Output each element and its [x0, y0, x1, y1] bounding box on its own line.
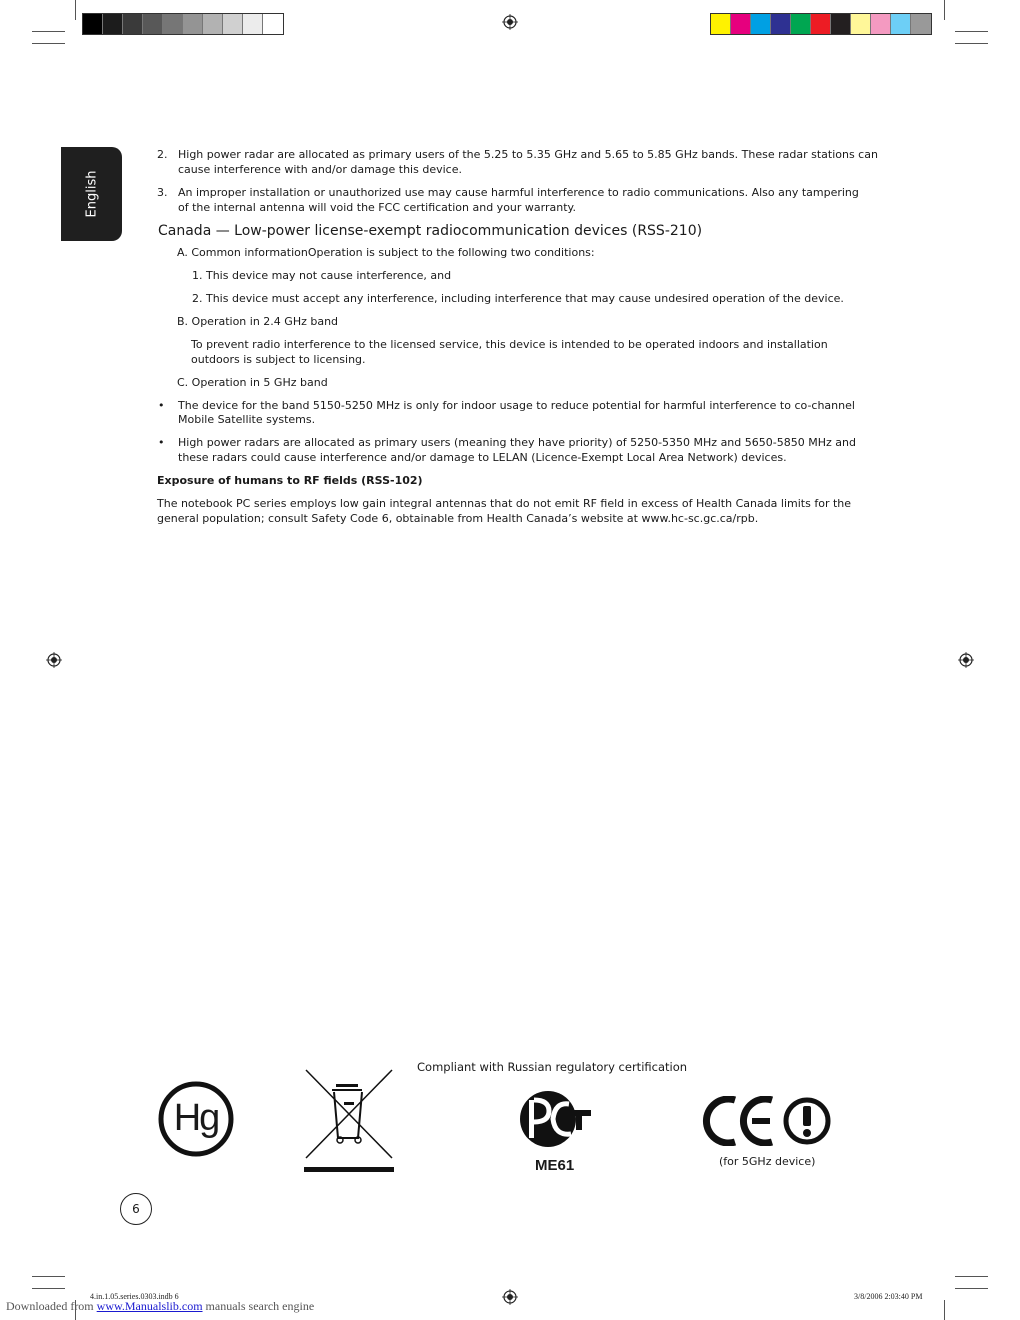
rosstest-code: ME61 — [535, 1157, 575, 1174]
manualslib-link[interactable]: www.Manualslib.com — [96, 1299, 203, 1313]
crop-mark — [32, 31, 65, 32]
color-swatch — [203, 14, 223, 34]
color-swatch — [731, 14, 751, 34]
color-swatch — [183, 14, 203, 34]
color-swatch — [871, 14, 891, 34]
paragraph-line: outdoors is subject to licensing. — [191, 353, 366, 366]
footer-date: 3/8/2006 2:03:40 PM — [854, 1292, 923, 1301]
paragraph-line: general population; consult Safety Code 6, obtainable from Health Canada’s website at www.hc-sc.gc.ca/rpb. — [157, 512, 759, 525]
crop-mark — [75, 0, 76, 20]
color-bar — [710, 13, 932, 35]
exposure-heading: Exposure of humans to RF fields (RSS-102) — [157, 474, 423, 487]
color-swatch — [83, 14, 103, 34]
crop-mark — [32, 1276, 65, 1277]
color-swatch — [911, 14, 931, 34]
hg-text: Hg — [173, 1097, 219, 1139]
bullet-text: High power radars are allocated as primary users (meaning they have priority) of 5250-5350 MHz and 5650-5850 MHz and — [178, 436, 856, 449]
color-swatch — [891, 14, 911, 34]
condition-item: 1. This device may not cause interference, and — [192, 269, 452, 282]
language-tab — [61, 147, 122, 241]
list-item-text: High power radar are allocated as primary users of the 5.25 to 5.35 GHz and 5.65 to 5.85 GHz bands. These radar stations can — [178, 148, 878, 161]
color-swatch — [711, 14, 731, 34]
crop-mark — [955, 1288, 988, 1289]
color-swatch — [103, 14, 123, 34]
color-swatch — [771, 14, 791, 34]
color-swatch — [811, 14, 831, 34]
page-number: 6 — [120, 1193, 152, 1225]
color-swatch — [123, 14, 143, 34]
section-heading: Canada — Low-power license-exempt radiocommunication devices (RSS-210) — [158, 223, 703, 239]
download-suffix: manuals search engine — [205, 1299, 315, 1313]
list-item-text: An improper installation or unauthorized use may cause harmful interference to radio communications. Also any tampering — [178, 186, 859, 199]
bullet-text: these radars could cause interference and/or damage to LELAN (Licence-Exempt Local Area Network) devices. — [178, 451, 787, 464]
crossed-bin-icon — [304, 1068, 394, 1174]
registration-mark-icon — [502, 14, 518, 30]
color-swatch — [163, 14, 183, 34]
color-swatch — [831, 14, 851, 34]
crop-mark — [32, 43, 65, 44]
crop-mark — [955, 31, 988, 32]
paragraph-line: To prevent radio interference to the licensed service, this device is intended to be operated indoors and installation — [191, 338, 828, 351]
crop-mark — [944, 0, 945, 20]
bullet-icon: • — [158, 436, 165, 449]
footer-file: 4.in.1.05.series.0303.indb 6 — [90, 1292, 179, 1301]
list-number: 2. — [157, 148, 168, 161]
crop-mark — [955, 1276, 988, 1277]
ce-alert-mark-icon — [702, 1096, 832, 1146]
color-swatch — [143, 14, 163, 34]
rosstest-pct-logo-icon — [519, 1090, 593, 1148]
registration-mark-icon — [958, 652, 974, 668]
download-footer — [6, 1299, 314, 1314]
crop-mark — [955, 43, 988, 44]
list-number: 3. — [157, 186, 168, 199]
list-item-text: of the internal antenna will void the FCC certification and your warranty. — [178, 201, 576, 214]
color-swatch — [791, 14, 811, 34]
list-item-text: cause interference with and/or damage this device. — [178, 163, 462, 176]
crop-mark — [32, 1288, 65, 1289]
bullet-text: Mobile Satellite systems. — [178, 413, 316, 426]
condition-item: 2. This device must accept any interference, including interference that may cause undesired operation of the device. — [192, 292, 844, 305]
ce-caption: (for 5GHz device) — [719, 1155, 816, 1168]
mercury-logo — [157, 1080, 235, 1158]
subsection-title: B. Operation in 2.4 GHz band — [177, 315, 339, 328]
color-swatch — [223, 14, 243, 34]
russian-cert-caption: Compliant with Russian regulatory certification — [417, 1060, 688, 1074]
color-swatch — [263, 14, 283, 34]
color-swatch — [243, 14, 263, 34]
crop-mark — [944, 1300, 945, 1320]
bullet-text: The device for the band 5150-5250 MHz is only for indoor usage to reduce potential for harmful interference to co-channel — [178, 399, 855, 412]
registration-mark-icon — [502, 1289, 518, 1305]
subsection-title: A. Common informationOperation is subject to the following two conditions: — [177, 246, 595, 259]
language-tab-label: English — [84, 170, 99, 218]
color-swatch — [751, 14, 771, 34]
bullet-icon: • — [158, 399, 165, 412]
subsection-title: C. Operation in 5 GHz band — [177, 376, 328, 389]
registration-mark-icon — [46, 652, 62, 668]
download-prefix: Downloaded from — [6, 1299, 94, 1313]
paragraph-line: The notebook PC series employs low gain integral antennas that do not emit RF field in excess of Health Canada limits for the — [157, 497, 852, 510]
color-swatch — [851, 14, 871, 34]
grayscale-bar — [82, 13, 284, 35]
